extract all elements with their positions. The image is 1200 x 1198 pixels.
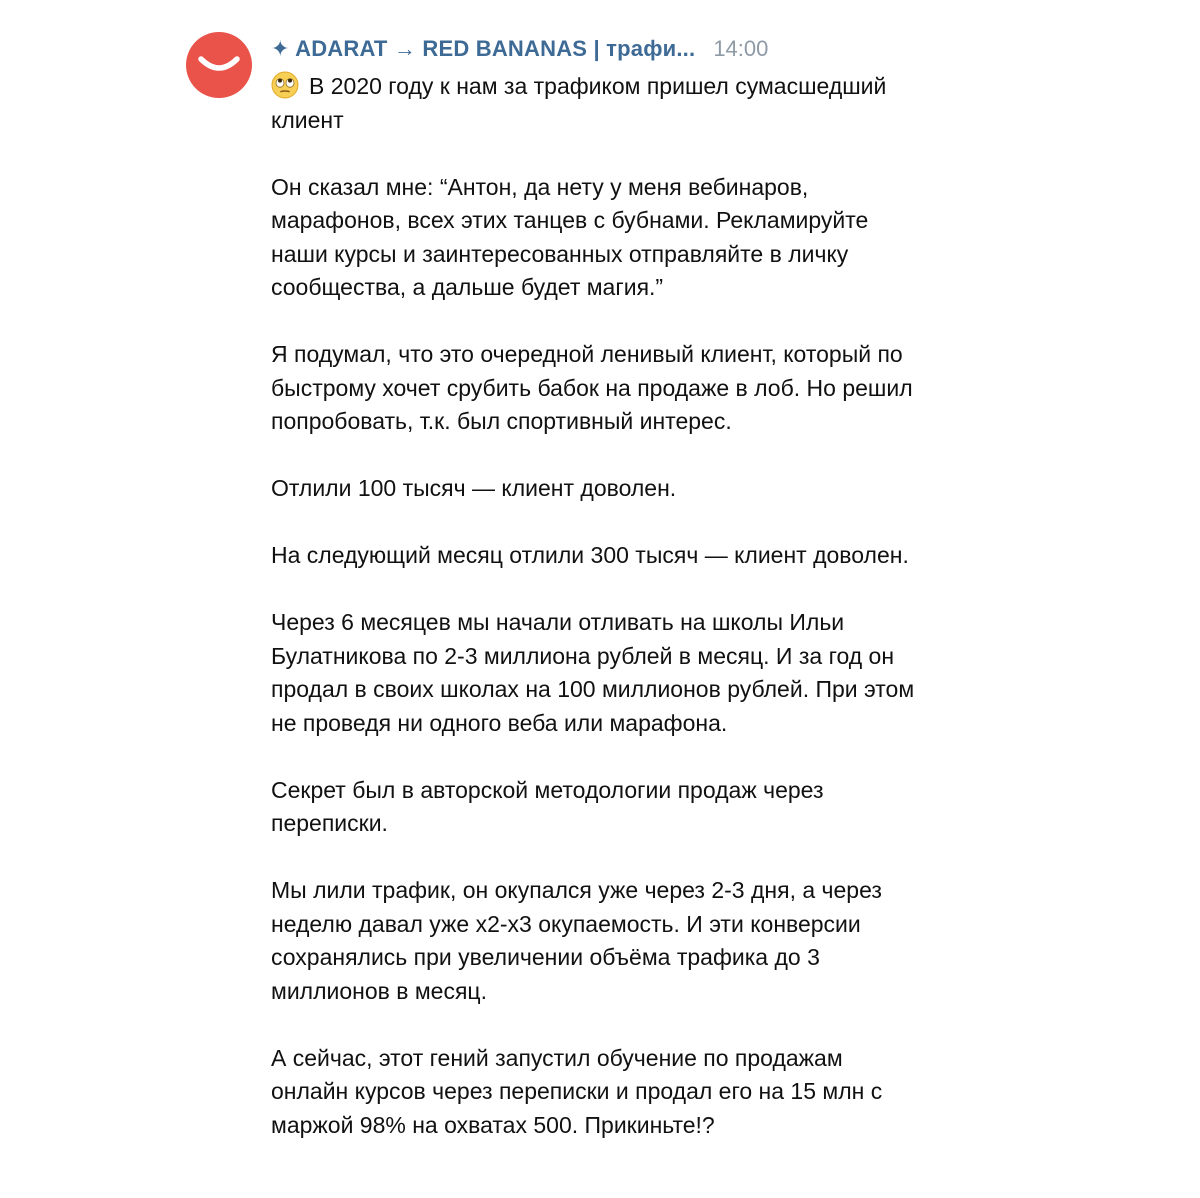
message-paragraph-8: Мы лили трафик, он окупался уже через 2-3 дня, а через неделю давал уже х2-х3 окупаемость. И эти конверсии сохранялись при увеличении объёма трафика до 3 миллионов в месяц. [271,877,882,1004]
channel-name[interactable]: ✦ ADARAT → RED BANANAS | трафи... [271,36,696,61]
message-header [271,30,1001,70]
message-paragraph-1-text: В 2020 году к нам за трафиком пришел сумасшедший клиент [271,73,887,133]
message-time: 14:00 [713,36,769,61]
message-paragraph-3: Я подумал, что это очередной ленивый клиент, который по быстрому хочет срубить бабок на продаже в лоб. Но решил попробовать, т.к. был спортивный интерес. [271,341,913,434]
message-paragraph-1 [271,70,1001,137]
face-with-rolling-eyes-emoji-icon [271,71,299,99]
message-paragraph-4: Отлили 100 тысяч — клиент доволен. [271,475,677,501]
message-paragraph-5: На следующий месяц отлили 300 тысяч — клиент доволен. [271,542,909,568]
channel-avatar[interactable] [186,32,252,98]
message-paragraph-7: Секрет был в авторской методологии продаж через переписки. [271,776,824,836]
message-paragraph-2: Он сказал мне: “Антон, да нету у меня вебинаров, марафонов, всех этих танцев с бубнами. Рекламируйте наши курсы и заинтересованных отправляйте в личку сообщества, а дальше будет магия.” [271,173,869,300]
message-paragraph-6: Через 6 месяцев мы начали отливать на школы Ильи Булатникова по 2-3 миллиона рублей в месяц. И за год он продал в своих школах на 100 миллионов рублей. При этом не проведя ни одного веба или марафона. [271,609,915,736]
message-text [271,70,1001,1142]
message-paragraph-9: А сейчас, этот гений запустил обучение по продажам онлайн курсов через переписки и продал его на 15 млн с маржой 98% на охватах 500. Прикиньте!? [271,1044,883,1138]
smile-logo-icon [197,55,241,75]
message-bubble [271,30,1001,1142]
